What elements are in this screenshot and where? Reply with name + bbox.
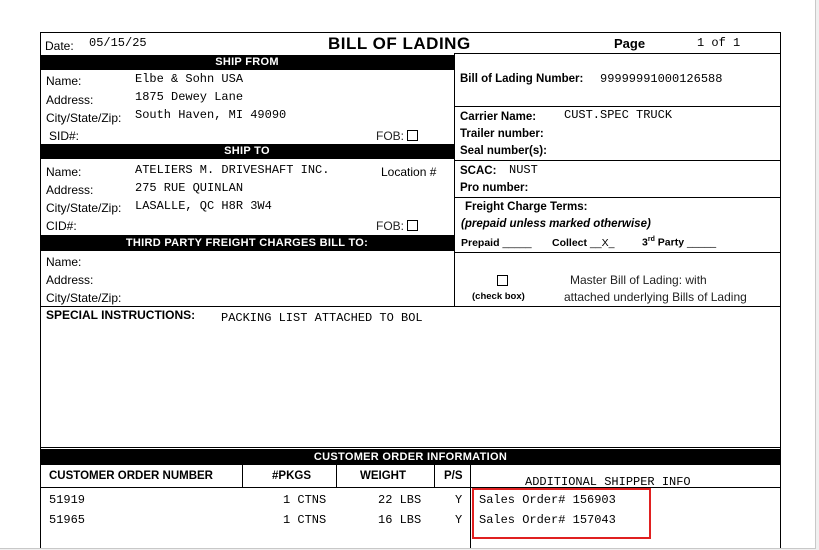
col-header-pkgs: #PKGS bbox=[272, 470, 311, 482]
right-divider-3 bbox=[454, 197, 780, 198]
scac-label: SCAC: bbox=[460, 165, 497, 177]
freight-terms-note: (prepaid unless marked otherwise) bbox=[461, 218, 651, 230]
frame-left bbox=[40, 32, 41, 548]
col-divider-4 bbox=[470, 465, 471, 548]
special-instructions-text: PACKING LIST ATTACHED TO BOL bbox=[221, 311, 423, 325]
col-divider-2 bbox=[336, 465, 337, 488]
ship-from-csz: South Haven, MI 49090 bbox=[135, 108, 287, 122]
sid-label: SID#: bbox=[49, 129, 80, 143]
third-party-name-label: Name: bbox=[46, 255, 82, 269]
third-party-address-label: Address: bbox=[46, 273, 94, 287]
pro-number-label: Pro number: bbox=[460, 182, 529, 194]
ship-to-fob-label: FOB: bbox=[376, 219, 418, 233]
ship-to-fob-checkbox[interactable] bbox=[407, 220, 418, 231]
ship-to-address-label: Address: bbox=[46, 183, 94, 197]
document-title: BILL OF LADING bbox=[328, 34, 471, 53]
carrier-label: Carrier Name: bbox=[460, 111, 537, 123]
ship-from-csz-label: City/State/Zip: bbox=[46, 111, 122, 125]
ship-to-csz: LASALLE, QC H8R 3W4 bbox=[135, 199, 272, 213]
col-divider-3 bbox=[434, 465, 435, 488]
bol-number-label: Bill of Lading Number: bbox=[460, 73, 584, 85]
page-number: 1 of 1 bbox=[697, 36, 741, 50]
row-weight: 16 LBS bbox=[378, 513, 422, 527]
highlight-box bbox=[472, 488, 651, 539]
frame-top bbox=[40, 32, 781, 33]
trailer-label: Trailer number: bbox=[460, 128, 544, 140]
right-divider-4 bbox=[454, 252, 780, 253]
third-party-field: 3rd Party _____ bbox=[642, 236, 717, 249]
customer-order-heading: CUSTOMER ORDER INFORMATION bbox=[40, 449, 781, 465]
frame-right bbox=[780, 32, 781, 548]
seal-label: Seal number(s): bbox=[460, 145, 547, 157]
ship-to-name-label: Name: bbox=[46, 165, 82, 179]
master-bol-checkbox[interactable] bbox=[497, 272, 508, 290]
col-header-weight: WEIGHT bbox=[360, 470, 406, 482]
special-instructions-label: SPECIAL INSTRUCTIONS: bbox=[46, 308, 196, 322]
special-top-rule bbox=[40, 306, 781, 307]
scac-value: NUST bbox=[509, 163, 538, 177]
carrier-name: CUST.SPEC TRUCK bbox=[564, 108, 673, 122]
row-pkgs: 1 CTNS bbox=[283, 513, 327, 527]
ship-from-fob-label: FOB: bbox=[376, 129, 418, 143]
collect-field: Collect __X_ bbox=[552, 237, 615, 249]
master-bol-line1: Master Bill of Lading: with bbox=[570, 273, 707, 287]
row-weight: 22 LBS bbox=[378, 493, 422, 507]
date-value: 05/15/25 bbox=[89, 36, 147, 50]
col-header-additional: ADDITIONAL SHIPPER INFO bbox=[525, 475, 691, 489]
ship-to-address: 275 RUE QUINLAN bbox=[135, 181, 244, 195]
location-label: Location # bbox=[381, 165, 437, 179]
row-additional-info: Sales Order# 156903 bbox=[479, 493, 616, 507]
ship-from-fob-checkbox[interactable] bbox=[407, 130, 418, 141]
ship-to-name: ATELIERS M. DRIVESHAFT INC. bbox=[135, 163, 330, 177]
row-pkgs: 1 CTNS bbox=[283, 493, 327, 507]
ship-from-name-label: Name: bbox=[46, 74, 82, 88]
customer-order-top-rule bbox=[40, 447, 781, 448]
col-header-order-number: CUSTOMER ORDER NUMBER bbox=[49, 470, 213, 482]
row-order-number: 51965 bbox=[49, 513, 86, 527]
header-divider bbox=[454, 53, 780, 54]
col-header-ps: P/S bbox=[444, 470, 463, 482]
check-box-label: (check box) bbox=[472, 291, 525, 302]
third-party-csz-label: City/State/Zip: bbox=[46, 291, 122, 305]
ship-from-address-label: Address: bbox=[46, 93, 94, 107]
right-divider-2 bbox=[454, 160, 780, 161]
page-label: Page bbox=[614, 36, 646, 51]
prepaid-field: Prepaid _____ bbox=[461, 237, 532, 249]
center-divider bbox=[454, 53, 455, 306]
col-divider-1 bbox=[242, 465, 243, 488]
master-bol-line2: attached underlying Bills of Lading bbox=[564, 290, 747, 304]
row-ps: Y bbox=[455, 513, 463, 527]
third-party-heading: THIRD PARTY FREIGHT CHARGES BILL TO: bbox=[40, 235, 454, 251]
date-label: Date: bbox=[45, 39, 74, 53]
ship-to-heading: SHIP TO bbox=[40, 144, 454, 159]
freight-terms-label: Freight Charge Terms: bbox=[465, 201, 588, 213]
ship-from-name: Elbe & Sohn USA bbox=[135, 72, 244, 86]
ship-to-csz-label: City/State/Zip: bbox=[46, 201, 122, 215]
cid-label: CID#: bbox=[46, 219, 77, 233]
ship-from-heading: SHIP FROM bbox=[40, 55, 454, 70]
ship-from-address: 1875 Dewey Lane bbox=[135, 90, 244, 104]
row-ps: Y bbox=[455, 493, 463, 507]
row-order-number: 51919 bbox=[49, 493, 86, 507]
right-divider-1 bbox=[454, 106, 780, 107]
row-additional-info: Sales Order# 157043 bbox=[479, 513, 616, 527]
bol-number: 99999991000126588 bbox=[600, 72, 723, 86]
